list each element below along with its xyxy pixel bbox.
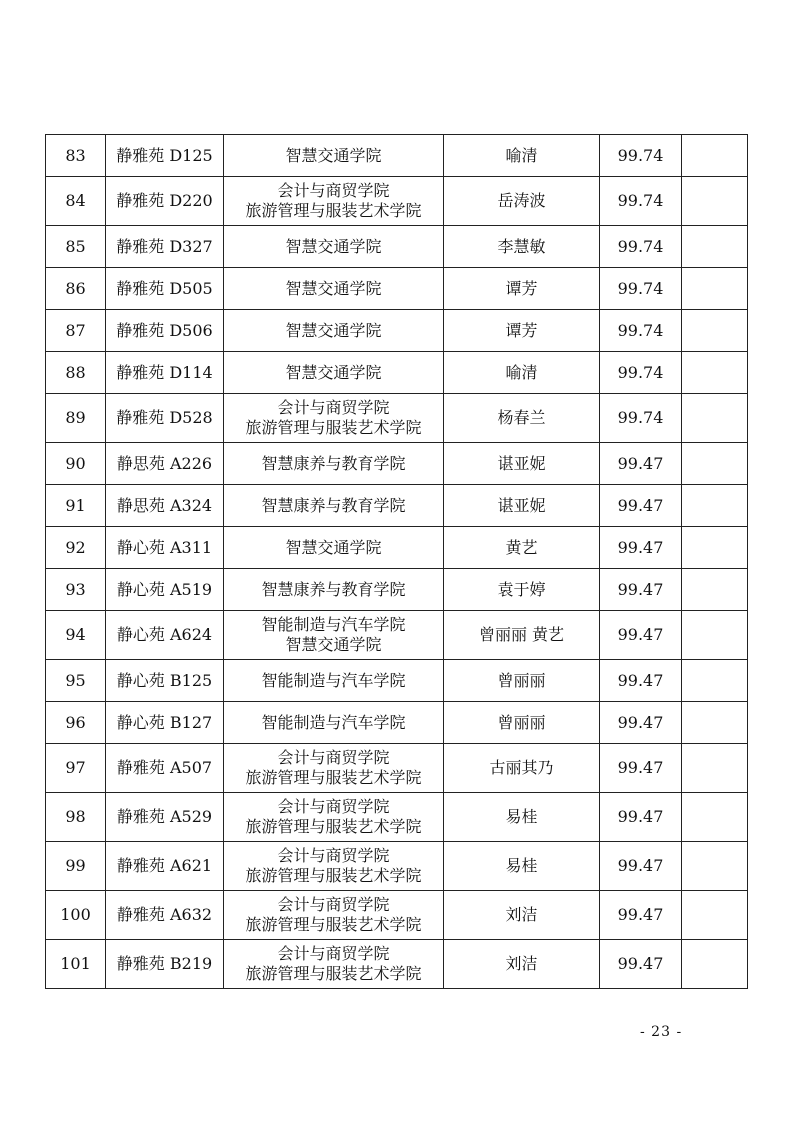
row-number-cell: 93 <box>46 569 106 611</box>
score-cell: 99.47 <box>600 569 682 611</box>
table-row <box>46 793 748 842</box>
remark-cell <box>682 660 748 702</box>
row-number-cell: 87 <box>46 310 106 352</box>
college-name: 旅游管理与服装艺术学院 <box>245 768 422 787</box>
college-name: 旅游管理与服装艺术学院 <box>245 817 422 836</box>
college-cell <box>224 177 444 226</box>
remark-cell <box>682 177 748 226</box>
college-cell <box>224 842 444 891</box>
college-cell <box>224 135 444 177</box>
college-name: 智能制造与汽车学院 <box>261 615 406 634</box>
counselor-name-cell: 李慧敏 <box>444 226 600 268</box>
college-cell <box>224 940 444 989</box>
college-cell <box>224 793 444 842</box>
counselor-name-cell: 易桂 <box>444 793 600 842</box>
row-number-cell: 84 <box>46 177 106 226</box>
college-cell <box>224 268 444 310</box>
counselor-name-cell: 谌亚妮 <box>444 443 600 485</box>
college-cell <box>224 226 444 268</box>
row-number-cell: 97 <box>46 744 106 793</box>
college-cell <box>224 569 444 611</box>
counselor-name-cell: 谌亚妮 <box>444 485 600 527</box>
counselor-name-cell: 杨春兰 <box>444 394 600 443</box>
remark-cell <box>682 940 748 989</box>
row-number-cell: 98 <box>46 793 106 842</box>
room-cell: 静雅苑 A621 <box>106 842 224 891</box>
college-name: 会计与商贸学院 <box>277 797 390 816</box>
page-number: - 23 - <box>640 1024 683 1040</box>
room-cell: 静雅苑 D506 <box>106 310 224 352</box>
college-name: 旅游管理与服装艺术学院 <box>245 964 422 983</box>
counselor-name-cell: 黄艺 <box>444 527 600 569</box>
score-cell: 99.74 <box>600 135 682 177</box>
college-name: 会计与商贸学院 <box>277 944 390 963</box>
college-name: 智慧康养与教育学院 <box>261 495 406 515</box>
remark-cell <box>682 702 748 744</box>
college-cell <box>224 891 444 940</box>
college-name: 会计与商贸学院 <box>277 398 390 417</box>
college-name: 会计与商贸学院 <box>277 895 390 914</box>
table-row <box>46 268 748 310</box>
row-number-cell: 94 <box>46 611 106 660</box>
table-row <box>46 891 748 940</box>
table-row <box>46 352 748 394</box>
row-number-cell: 99 <box>46 842 106 891</box>
score-cell: 99.74 <box>600 226 682 268</box>
counselor-name-cell: 喻清 <box>444 352 600 394</box>
score-cell: 99.74 <box>600 310 682 352</box>
remark-cell <box>682 485 748 527</box>
table-row <box>46 527 748 569</box>
room-cell: 静思苑 A226 <box>106 443 224 485</box>
room-cell: 静心苑 A519 <box>106 569 224 611</box>
counselor-name-cell: 谭芳 <box>444 310 600 352</box>
table-body <box>46 135 748 989</box>
remark-cell <box>682 793 748 842</box>
table-row <box>46 940 748 989</box>
row-number-cell: 95 <box>46 660 106 702</box>
room-cell: 静雅苑 D528 <box>106 394 224 443</box>
college-name: 智能制造与汽车学院 <box>261 670 406 690</box>
counselor-name-cell: 岳涛波 <box>444 177 600 226</box>
college-cell <box>224 310 444 352</box>
college-name: 智慧交通学院 <box>285 635 382 654</box>
college-name: 智慧康养与教育学院 <box>261 453 406 473</box>
score-cell: 99.47 <box>600 702 682 744</box>
college-cell <box>224 352 444 394</box>
college-name: 旅游管理与服装艺术学院 <box>245 201 422 220</box>
row-number-cell: 86 <box>46 268 106 310</box>
college-name: 旅游管理与服装艺术学院 <box>245 418 422 437</box>
counselor-name-cell: 袁于婷 <box>444 569 600 611</box>
counselor-name-cell: 刘洁 <box>444 891 600 940</box>
score-cell: 99.47 <box>600 527 682 569</box>
row-number-cell: 92 <box>46 527 106 569</box>
college-name: 智慧交通学院 <box>285 362 382 382</box>
counselor-name-cell: 谭芳 <box>444 268 600 310</box>
room-cell: 静雅苑 B219 <box>106 940 224 989</box>
remark-cell <box>682 611 748 660</box>
college-cell <box>224 660 444 702</box>
college-cell <box>224 394 444 443</box>
counselor-name-cell: 古丽其乃 <box>444 744 600 793</box>
row-number-cell: 89 <box>46 394 106 443</box>
score-cell: 99.74 <box>600 177 682 226</box>
table-row <box>46 485 748 527</box>
score-cell: 99.47 <box>600 485 682 527</box>
remark-cell <box>682 842 748 891</box>
college-name: 智能制造与汽车学院 <box>261 712 406 732</box>
remark-cell <box>682 569 748 611</box>
score-cell: 99.47 <box>600 793 682 842</box>
remark-cell <box>682 527 748 569</box>
college-cell <box>224 702 444 744</box>
table-row <box>46 226 748 268</box>
room-cell: 静思苑 A324 <box>106 485 224 527</box>
college-name: 会计与商贸学院 <box>277 748 390 767</box>
college-name: 智慧康养与教育学院 <box>261 579 406 599</box>
counselor-name-cell: 曾丽丽 黄艺 <box>444 611 600 660</box>
room-cell: 静心苑 A311 <box>106 527 224 569</box>
row-number-cell: 91 <box>46 485 106 527</box>
college-name: 智慧交通学院 <box>285 145 382 165</box>
table-row <box>46 135 748 177</box>
college-cell <box>224 744 444 793</box>
remark-cell <box>682 135 748 177</box>
remark-cell <box>682 891 748 940</box>
remark-cell <box>682 394 748 443</box>
room-cell: 静雅苑 D220 <box>106 177 224 226</box>
college-name: 会计与商贸学院 <box>277 846 390 865</box>
college-name: 智慧交通学院 <box>285 278 382 298</box>
table-row <box>46 310 748 352</box>
college-cell <box>224 527 444 569</box>
row-number-cell: 101 <box>46 940 106 989</box>
college-name: 会计与商贸学院 <box>277 181 390 200</box>
remark-cell <box>682 226 748 268</box>
score-cell: 99.74 <box>600 268 682 310</box>
table-row <box>46 443 748 485</box>
counselor-name-cell: 曾丽丽 <box>444 702 600 744</box>
score-cell: 99.47 <box>600 744 682 793</box>
table-row <box>46 569 748 611</box>
college-cell <box>224 485 444 527</box>
table-row <box>46 177 748 226</box>
college-cell <box>224 443 444 485</box>
college-cell <box>224 611 444 660</box>
score-cell: 99.47 <box>600 940 682 989</box>
table-row <box>46 842 748 891</box>
remark-cell <box>682 744 748 793</box>
room-cell: 静雅苑 A507 <box>106 744 224 793</box>
row-number-cell: 88 <box>46 352 106 394</box>
room-cell: 静雅苑 D327 <box>106 226 224 268</box>
table-row <box>46 394 748 443</box>
score-cell: 99.74 <box>600 394 682 443</box>
dormitory-score-table <box>45 134 748 989</box>
college-name: 智慧交通学院 <box>285 236 382 256</box>
table-row <box>46 611 748 660</box>
score-cell: 99.47 <box>600 443 682 485</box>
remark-cell <box>682 352 748 394</box>
remark-cell <box>682 268 748 310</box>
counselor-name-cell: 曾丽丽 <box>444 660 600 702</box>
row-number-cell: 90 <box>46 443 106 485</box>
counselor-name-cell: 刘洁 <box>444 940 600 989</box>
room-cell: 静雅苑 D114 <box>106 352 224 394</box>
table-row <box>46 660 748 702</box>
room-cell: 静雅苑 D125 <box>106 135 224 177</box>
room-cell: 静心苑 A624 <box>106 611 224 660</box>
room-cell: 静雅苑 A632 <box>106 891 224 940</box>
score-cell: 99.74 <box>600 352 682 394</box>
remark-cell <box>682 443 748 485</box>
college-name: 旅游管理与服装艺术学院 <box>245 915 422 934</box>
score-cell: 99.47 <box>600 611 682 660</box>
table-row <box>46 744 748 793</box>
score-cell: 99.47 <box>600 891 682 940</box>
row-number-cell: 100 <box>46 891 106 940</box>
table-row <box>46 702 748 744</box>
room-cell: 静心苑 B127 <box>106 702 224 744</box>
college-name: 智慧交通学院 <box>285 537 382 557</box>
counselor-name-cell: 易桂 <box>444 842 600 891</box>
room-cell: 静心苑 B125 <box>106 660 224 702</box>
row-number-cell: 96 <box>46 702 106 744</box>
score-cell: 99.47 <box>600 660 682 702</box>
college-name: 智慧交通学院 <box>285 320 382 340</box>
college-name: 旅游管理与服装艺术学院 <box>245 866 422 885</box>
room-cell: 静雅苑 D505 <box>106 268 224 310</box>
counselor-name-cell: 喻清 <box>444 135 600 177</box>
room-cell: 静雅苑 A529 <box>106 793 224 842</box>
score-cell: 99.47 <box>600 842 682 891</box>
row-number-cell: 83 <box>46 135 106 177</box>
row-number-cell: 85 <box>46 226 106 268</box>
remark-cell <box>682 310 748 352</box>
